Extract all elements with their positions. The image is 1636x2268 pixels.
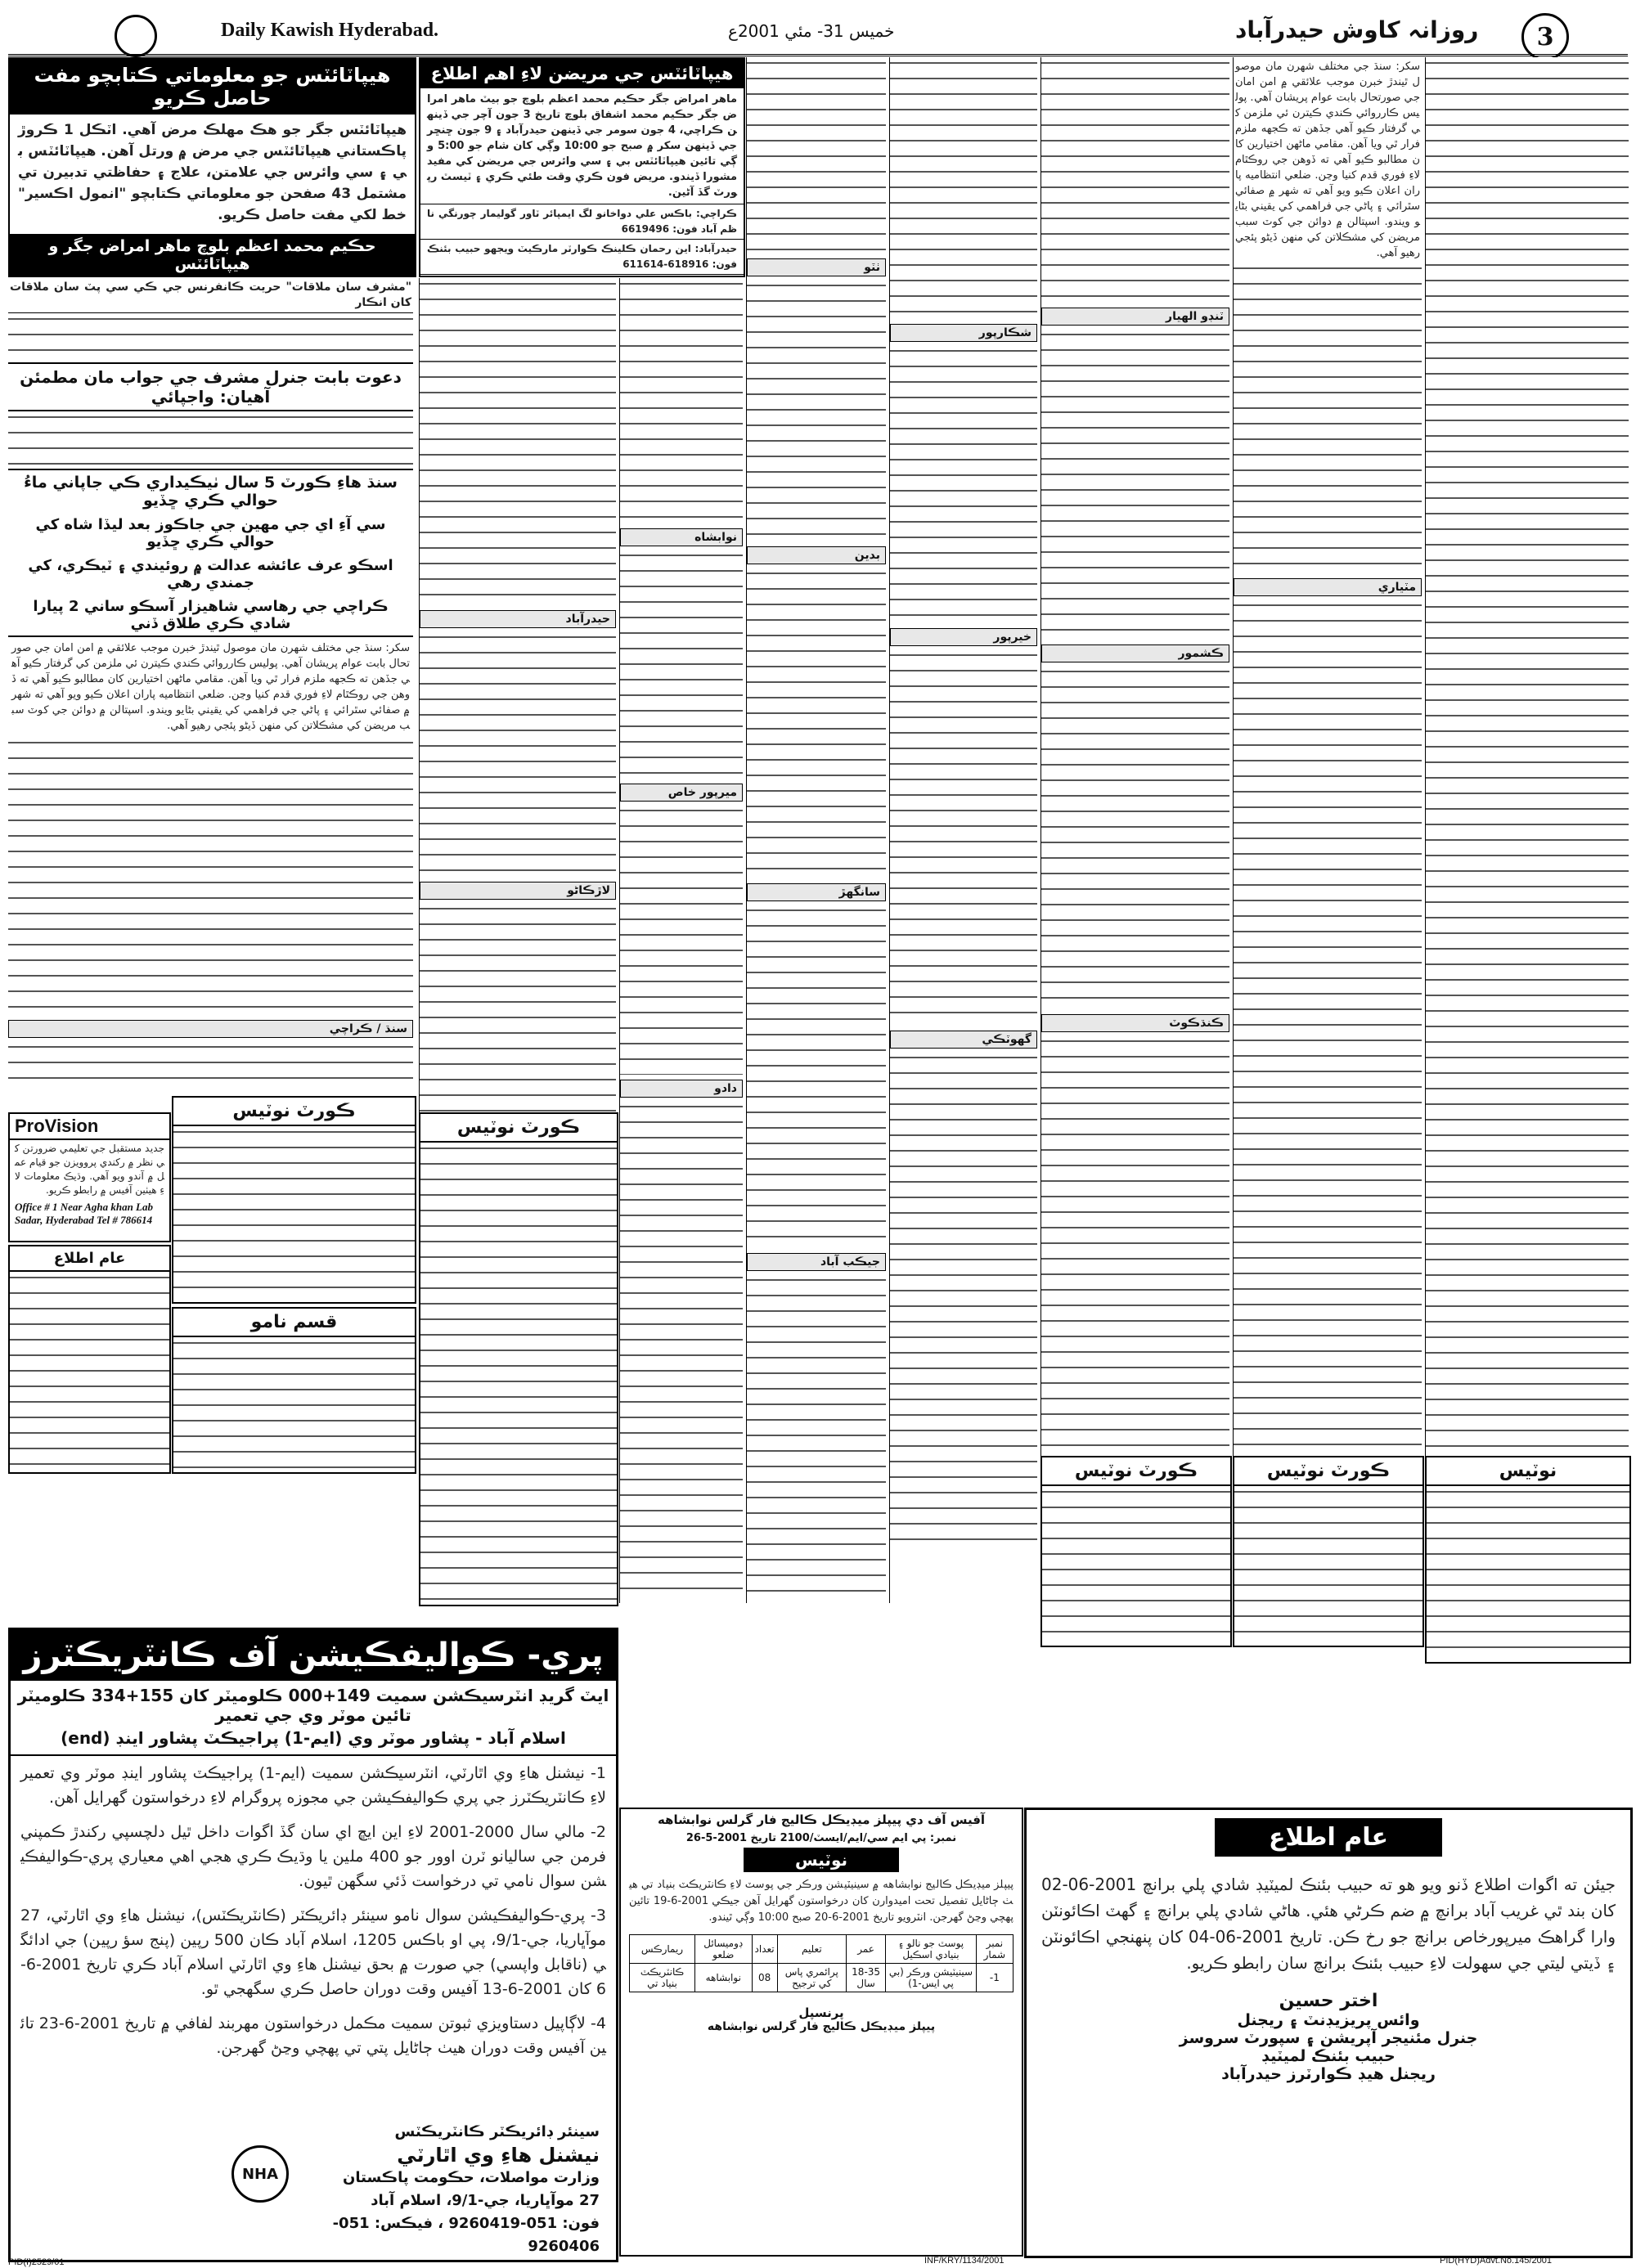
page-number: 3: [1521, 13, 1569, 61]
text-block: [890, 649, 1037, 1026]
court-notice-title: ڪورٽ نوٽيس: [1234, 1457, 1423, 1486]
table-header: تعداد: [752, 1935, 777, 1964]
notice-karachi: ڪراچي: باڪس علي دواخانو لگ ايمپائر ٽاور گوليمار چورنگي ناظم آباد فون: 6619496: [420, 204, 744, 239]
prequal-title: پري- ڪواليفڪيشن آف ڪانٽريڪٽرز: [11, 1630, 616, 1681]
table-cell: پرائمري پاس کي ترجيح: [777, 1964, 846, 1992]
section-head: دادو: [620, 1080, 743, 1098]
section-head: ميرپور خاص: [620, 784, 743, 802]
court-notice-title: ڪورٽ نوٽيس: [420, 1114, 617, 1143]
hbl-body: جيئن ته اگوات اطلاع ڏنو ويو هو ته حبيب بئنڪ لميٽيڊ شادي پلي برانچ 2001-06-02 کان بند ٿي غريب آباد برانچ ۾ ضم ڪرڻي هئي. هاڻي شادي پلي برانچ ۽ گهٽ اڪائونٽن وارا گراهڪ ميرپورخاص برانچ جو رخ ڪن. تاريخ 2001-06-04 کان پنهنجي اڪائونٽن ۽ ڏيتي ليتي جي سهولت لاءِ حبيب بئنڪ برانچ سان رابطو ڪريو.: [1041, 1875, 1616, 1973]
section-head: جيڪب آباد: [747, 1253, 886, 1271]
table-header: نمبر شمار: [976, 1935, 1013, 1964]
hbl-name: اختر حسين: [1279, 1991, 1378, 2011]
table-cell: نوابشاهه: [694, 1964, 752, 1992]
text-block: [620, 1101, 743, 1603]
text-block: [747, 57, 886, 254]
college-title: نوٽيس: [744, 1848, 899, 1872]
hbl-notice: [1024, 1808, 1633, 2258]
text-block: [1234, 263, 1422, 573]
section-head: بدين: [747, 546, 886, 564]
table-row: [630, 1964, 1014, 1992]
college-table: [629, 1934, 1014, 1992]
text-block: [747, 280, 886, 541]
english-masthead-title: Daily Kawish Hyderabad.: [221, 20, 439, 41]
text-block: [620, 550, 743, 779]
text-block: [890, 345, 1037, 623]
text-block: [1427, 1486, 1629, 1658]
signatory-address: 27 موآڀاريا، جي-9/1، اسلام آباد: [371, 2192, 600, 2209]
college-ref: نمبر: پي ايم سي/ايم/ايسٽ/2100 تاريخ 2001-5-26: [685, 1832, 957, 1844]
hbl-bank: حبيب بئنڪ لميٽيڊ: [1261, 2047, 1396, 2065]
date-line: خميس 31- مئي 2001ع: [728, 21, 895, 41]
text-block: [747, 568, 886, 878]
hbl-designation: وائس پريزيڊنٽ ۽ ريجنل: [1237, 2011, 1420, 2029]
table-cell: 08: [752, 1964, 777, 1992]
news-column-6: [1040, 57, 1229, 1603]
headline-4: اسڪو عرف عائشه عدالت ۾ روئيندي ۽ ٽيڪري، کي جمندي رهي: [28, 557, 393, 591]
notice-hyderabad: حيدرآباد: اين رحمان ڪلينڪ ڪوارٽر مارڪيٽ ويجهو حبيب بئنڪ فون: 618916-611614: [420, 239, 744, 274]
provision-body: جديد مستقبل جي تعليمي ضرورتن کي نظر ۾ رکندي پروويزن جو قيام عمل ۾ آندو ويو آهي. وڌيڪ معلومات لاءِ هيٺين آفيس ۾ رابطو ڪريو.: [15, 1143, 164, 1196]
court-notice-1: [172, 1096, 416, 1304]
aam-itlaa-small: [8, 1245, 171, 1474]
text-block: [173, 1337, 415, 1468]
section-head: ڪشمور: [1041, 644, 1229, 662]
college-signatory-org: پيپلز ميڊيڪل ڪاليج فار گرلس نوابشاهه: [707, 2020, 936, 2033]
text-block: [8, 1041, 413, 1088]
text-block: [1042, 1486, 1230, 1641]
masthead: [8, 8, 1628, 56]
prequal-p3: 3- پري-ڪواليفڪيشن سوال نامو سينئر ڊائريڪٽر (ڪانٽريڪٽس)، نيشنل هاءِ وي اٿارٽي، 27 موآڀاريا، جي-9/1، پي او باڪس 1205، اسلام آباد ڪان 500 رپين (پنج سؤ رپين) جي ادائگي (ناقابل واپسي) جي صورت ۾ بحق نيشنل هاءِ وي اٿارٽي اسلام آباد ڪري تاريخ 2001-6-6 کان 2001-6-13 آفيس وقت دوران حاصل ڪري سگهجي ٿو.: [20, 1906, 606, 1998]
college-ref-code: INF/KRY/1134/2001: [924, 2256, 1005, 2266]
qasam-nama: [172, 1307, 416, 1474]
college-org: آفيس آف دي پيپلز ميڊيڪل ڪاليج فار گرلس نوابشاهه: [657, 1812, 986, 1827]
text-block: [1234, 1486, 1423, 1641]
section-head: لاڙڪاڻو: [420, 882, 616, 900]
headline-2: سنڌ هاءِ ڪورٽ 5 سال ٺيڪيداري ڪي جاپاني ماءُ حوالي ڪري ڇڏيو: [8, 469, 413, 513]
aam-itlaa-title: عام اطلاع: [10, 1246, 169, 1272]
ad-body: هيپاٽائٽس جگر جو هڪ مهلڪ مرض آهي. اٽڪل 1 ڪروڙ پاڪستاني هيپاٽائٽس جي مرض ۾ ورتل آهن. هيپاٽائٽس بي ۽ سي وائرس جي علامتن، علاج ۽ حفاظتي تدبيرن تي مشتمل 43 صفحن جو معلوماتي ڪتابچو "انمول اڪسير" خط لکي مفت حاصل ڪريو.: [18, 122, 407, 223]
news-column-5: [889, 57, 1037, 1603]
hepatitis-patients-notice: [419, 57, 745, 277]
text-block: [1234, 600, 1422, 1603]
text-block: [620, 805, 743, 1075]
notice-box: [1425, 1456, 1631, 1664]
ad-title: هيپاٽائٽس جو معلوماتي ڪتابچو مفت حاصل ڪريو: [10, 59, 415, 115]
court-notice-title: ڪورٽ نوٽيس: [173, 1098, 415, 1126]
section-head: ٽنڊو الهيار: [1041, 308, 1229, 326]
news-column-7: [1233, 57, 1422, 1603]
text-block: [420, 903, 616, 1116]
hbl-ref: PID(HYD)Advt.No.145/2001: [1440, 2256, 1552, 2266]
qasam-title: قسم نامو: [173, 1309, 415, 1337]
prequal-p1: 1- نيشنل هاءِ وي اٿارٽي، انٽرسيڪشن سميت (ايم-1) پراجيڪٽ پشاور اينڊ موٽر وي تعمير لاءِ ڪانٽريڪٽرز جي پري ڪواليفڪيشن جي مجوزه پروگرام لاءِ درخواستون گهرايل آهن.: [20, 1764, 606, 1807]
article-body: سکر: سنڌ جي مختلف شهرن مان موصول ٿيندڙ خبرن موجب علائقي ۾ امن امان جي صورتحال بابت عوام پريشان آهي. پوليس ڪارروائي ڪندي ڪيترن ئي ملزمن کي گرفتار ڪيو آهي جڏهن ته ڪجهه ملزم فرار ٿي ويا آهن. مقامي ماڻهن اختيارين کان مطالبو ڪيو آهي ته ڏوهن جي روڪٿام لاءِ فوري قدم کنيا وڃن. ضلعي انتظاميه پاران اعلان ڪيو ويو آهي ته شهر ۾ صفائي سٿرائي ۽ پاڻي جي فراهمي کي يقيني بڻايو ويندو. اسپتالن ۾ دوائن جي کوٽ سبب مريضن کي مشڪلاتن کي منهن ڏيڻو پئجي رهيو آهي.: [1235, 61, 1420, 259]
table-header: ڊوميسائل ضلعو: [694, 1935, 752, 1964]
headline-3: سي آءِ اي جي مهين جي جاڪوز بعد ليڏا شاه کي حوالي ڪري ڇڏيو: [35, 516, 386, 550]
college-table-wrap: [621, 1929, 1022, 1997]
prequal-footer: [27, 2121, 600, 2255]
prequalification-ad: [8, 1628, 618, 2262]
section-head: حيدرآباد: [420, 610, 616, 628]
headline-5: ڪراچي جي رهاسي شاهيزار آسڪو ساني 2 پيارا شادي ڪري طلاق ڏني: [8, 595, 413, 637]
text-block: [747, 905, 886, 1248]
table-header: عمر: [846, 1935, 885, 1964]
table-header-row: [630, 1935, 1014, 1964]
prequal-subtitle: ايٽ گريڊ انٽرسيڪشن سميت 149+000 ڪلوميٽر کان 155+334 ڪلوميٽر تائين موٽر وي جي تعمير: [17, 1686, 609, 1725]
headline-1: دعوت بابت جنرل مشرف جي جواب مان مطمئن آهيان: واجپائي: [8, 362, 413, 411]
section-head: خيرپور: [890, 628, 1037, 646]
provision-address: Office # 1 Near Agha khan Lab Sadar, Hyderabad Tel # 786614: [15, 1201, 153, 1226]
text-block: [173, 1126, 415, 1298]
news-column-8: [1425, 57, 1629, 1603]
prequal-subtitle-2: اسلام آباد - پشاور موٽر وي (ايم-1) پراجيڪٽ پشاور اينڊ (end): [11, 1727, 616, 1756]
text-block: [1041, 329, 1229, 640]
text-block: [1426, 57, 1629, 1595]
signatory-phone: فون: 051-9260419 ، فيڪس: 051-9260406: [332, 2215, 600, 2255]
notice-title: نوٽيس: [1427, 1457, 1629, 1486]
section-head: نوابشاه: [620, 528, 743, 546]
table-cell: 1-: [976, 1964, 1013, 1992]
hbl-title: عام اطلاع: [1215, 1818, 1442, 1857]
section-head: مٽياري: [1234, 578, 1422, 596]
prequal-p2: 2- مالي سال 2000-2001 لاءِ اين ايڇ اي سان گڏ اگوات داخل ٿيل دلچسپي رکندڙ ڪمپني فرمن جي ساليانو ٽرن اوور جو 400 ملين يا وڌيڪ ڪري هجي اهي معياري پري-ڪواليفڪيشن سوال نامي تي درخواست ڏئي سگهن ٿيون.: [20, 1823, 606, 1890]
text-block: [420, 278, 616, 605]
college-body: پيپلز ميڊيڪل ڪاليج نوابشاهه ۾ سينيٽيشن ورڪر جي پوسٽ لاءِ ڪانٽريڪٽ بنياد تي هيٺ ڄاڻايل تفصيل تحت اميدوارن کان درخواستون گهرايل آهن جيڪي 2001-6-19 تائين پهچي وڃڻ گهرجن. انٽرويو تاريخ 2001-6-20 صبح 10:00 وڳي ٿيندو.: [629, 1879, 1014, 1924]
prequal-signatory: [289, 2121, 600, 2258]
text-block: [1041, 666, 1229, 1009]
text-block: [620, 278, 743, 523]
signatory-title: سينئر ڊائريڪٽر ڪانٽريڪٽس: [394, 2123, 600, 2140]
text-block: [890, 1052, 1037, 1543]
text-block: [8, 411, 413, 469]
section-head: شڪارپور: [890, 324, 1037, 342]
college-signatory: پرنسپل: [798, 2005, 844, 2020]
notice-title: هيپاٽائٽس جي مريضن لاءِ اهم اطلاع: [420, 59, 744, 88]
prequal-p4: 4- لاڳاپيل دستاويزي ثبوتن سميت مڪمل درخواستون مهربند لفافي ۾ تاريخ 2001-6-23 تائين آفيس وقت دوران هيٺ ڄاڻايل پتي تي پهچي وڃڻ گهرجن.: [20, 2014, 606, 2057]
news-column-4: [746, 57, 886, 1603]
section-head: سانگهڙ: [747, 883, 886, 901]
prequal-ref: PID(I)2529/01: [8, 2257, 65, 2267]
page-circle-left: [115, 15, 157, 57]
table-header: ريمارڪس: [630, 1935, 695, 1964]
headline-caption: "مشرف سان ملاقات" حريت ڪانفرنس جي ڪي سي پٽ سان ملاقات کان انڪار: [8, 278, 413, 313]
nha-logo-icon: NHA: [231, 2145, 289, 2203]
ad-doctor: حڪيم محمد اعظم بلوچ ماهر امراض جگر و هيپاٽائٽس: [10, 234, 415, 276]
ad-address: [10, 276, 415, 277]
provision-ad: [8, 1112, 171, 1242]
provision-logo: ProVision: [10, 1114, 169, 1140]
text-block: [10, 1272, 169, 1468]
section-head: گهوٽڪي: [890, 1031, 1037, 1049]
article-body: سکر: سنڌ جي مختلف شهرن مان موصول ٿيندڙ خبرن موجب علائقي ۾ امن امان جي صورتحال بابت عوام پريشان آهي. پوليس ڪارروائي ڪندي ڪيترن ئي ملزمن کي گرفتار ڪيو آهي جڏهن ته ڪجهه ملزم فرار ٿي ويا آهن. مقامي ماڻهن اختيارين کان مطالبو ڪيو آهي ته ڏوهن جي روڪٿام لاءِ فوري قدم کنيا وڃن. ضلعي انتظاميه پاران اعلان ڪيو ويو آهي ته شهر ۾ صفائي سٿرائي ۽ پاڻي جي فراهمي کي يقيني بڻايو ويندو. اسپتالن ۾ دوائن جي کوٽ سبب مريضن کي مشڪلاتن کي منهن ڏيڻو پئجي رهيو آهي.: [11, 642, 410, 732]
court-notice-2: [419, 1112, 618, 1606]
news-column-3: [619, 278, 743, 1603]
hbl-office: ريجنل هيڊ ڪوارٽرز حيدرآباد: [1221, 2065, 1436, 2083]
notice-body: ماهر امراض جگر حڪيم محمد اعظم بلوچ جو بيٽ ماهر امراض جگر حڪيم محمد اشفاق بلوچ تاريخ 3 جون آچر جي ڏينهن ڪراچي، 4 جون سومر جي ڏينهن حيدرآباد ۽ 9 جون ڇنڇر جي ڏينهن سکر ۾ صبح جو 10:00 وڳي کان شام جو 5:00 وڳي تائين هيپاٽائٽس بي ۽ سي وائرس جي مريضن کي مفيد مشورا ڏيندو. مريض فون ڪري وقت طئي ڪري ۽ ٽيسٽ رپورٽ گڏ آڻين.: [427, 93, 737, 199]
section-head: سنڌ / ڪراچي: [8, 1020, 413, 1038]
court-notice-title: ڪورٽ نوٽيس: [1042, 1457, 1230, 1486]
table-header: پوسٽ جو نالو ۽ بنيادي اسڪيل: [886, 1935, 976, 1964]
text-block: [747, 1274, 886, 1601]
section-head: ٺٽو: [747, 258, 886, 276]
table-cell: 18-35 سال: [846, 1964, 885, 1992]
news-column-left: [8, 278, 413, 1088]
college-notice: [619, 1808, 1023, 2257]
table-header: تعليم: [777, 1935, 846, 1964]
text-block: [1041, 57, 1229, 303]
table-cell: ڪانٽريڪٽ بنياد تي: [630, 1964, 695, 1992]
text-block: [8, 313, 413, 362]
court-notice-4: [1233, 1456, 1424, 1647]
signatory-org: نيشنل هاءِ وي اٿارٽي: [397, 2144, 600, 2167]
hepatitis-booklet-ad: [8, 57, 416, 277]
notice-sukkur: [420, 274, 744, 277]
section-head: ڪنڌڪوٽ: [1041, 1014, 1229, 1032]
court-notice-3: [1040, 1456, 1232, 1647]
hbl-designation-2: جنرل مئنيجر آپريشن ۽ سپورٽ سروسز: [1179, 2029, 1478, 2047]
signatory-ministry: وزارت مواصلات، حڪومت پاڪستان: [343, 2169, 600, 2186]
table-cell: سينيٽيشن ورڪر (بي پي ايس-1): [886, 1964, 976, 1992]
text-block: [8, 737, 413, 1015]
urdu-masthead-title: روزانہ کاوش حيدرآباد: [1235, 16, 1479, 43]
text-block: [890, 57, 1037, 319]
text-block: [420, 1143, 617, 1601]
text-block: [420, 631, 616, 877]
